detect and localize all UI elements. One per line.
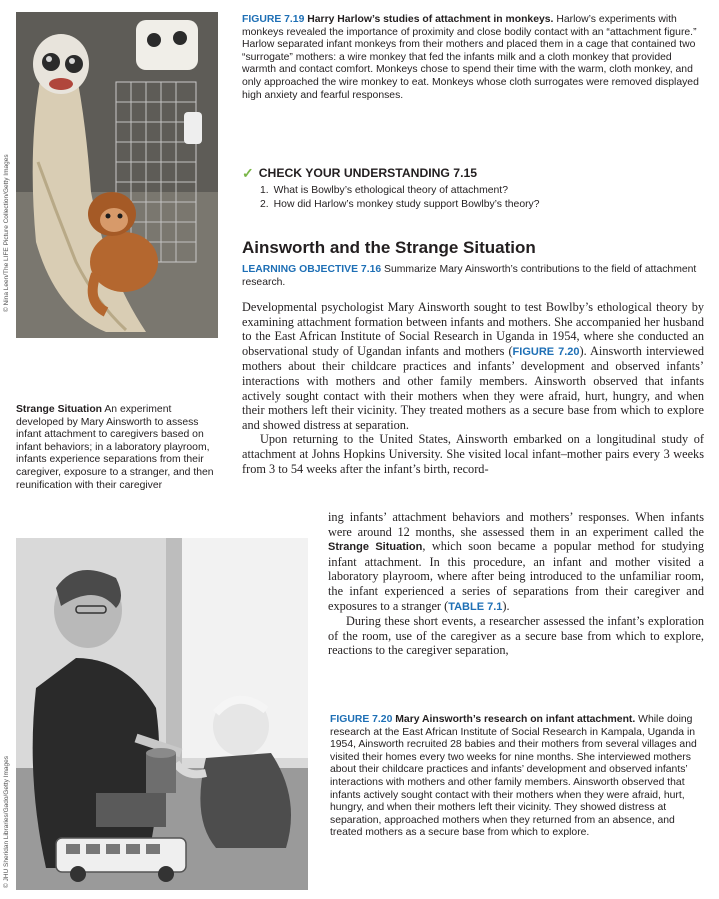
text-run: ). Ainsworth interviewed mothers about their childcare practices and infants’ development and observed infants’ interactions with mothers and other family members. Ainsworth observed that infants actively sought contact with their mothers when they were afraid, hurt, hungry, and when their mothers left their vicinity. They treated mothers as a secure base from which to explore and showed distress at separation.: [242, 343, 704, 432]
text-run: During these short events, a researcher assessed the infant’s exploration of the room, use of the caregiver as a secure base from which to explore, reactions to the caregiver separation,: [328, 614, 704, 658]
check-your-understanding-title: CHECK YOUR UNDERSTANDING 7.15: [258, 166, 478, 180]
figure-title: Mary Ainsworth’s research on infant attachment.: [395, 714, 636, 725]
learning-objective: [242, 264, 704, 289]
figure-label: FIGURE 7.20: [330, 714, 393, 725]
paragraph: [242, 300, 704, 432]
body-text-upper: [242, 300, 704, 476]
check-your-understanding: [242, 166, 702, 212]
key-term: Strange Situation: [328, 541, 423, 554]
question-text: How did Harlow’s monkey study support Bowlby’s theory?: [273, 199, 540, 210]
photo-credit: © Nina Leen/The LIFE Picture Collection/Getty Images: [3, 154, 10, 312]
text-run: , which soon became a popular method for studying infant attachment. In this procedure, an infant and mother visited a laboratory playroom, where after being introduced to the unfamiliar room, the infant experienced a series of separations from their caregiver and exposures to a stranger (: [328, 539, 705, 613]
text-run: Upon returning to the United States, Ainsworth embarked on a longitudinal study of attachment at Johns Hopkins University. She visited local infant–mother pairs every 3 weeks from 3 to 54 weeks after the infant’s birth, record-: [242, 432, 704, 476]
question-number: 2.: [260, 199, 269, 210]
section-title: Ainsworth and the Strange Situation: [242, 238, 536, 257]
text-run: Developmental psychologist Mary Ainsworth sought to test Bowlby’s ethological theory by examining attachment formation between infants and mothers. She accompanied her husband to the East African Institute of Social Research in Uganda in 1954, where she conducted an observational study of Ugandan infants and mothers (: [242, 300, 704, 358]
figure-link[interactable]: FIGURE 7.20: [512, 345, 580, 358]
question-text: What is Bowlby’s ethological theory of attachment?: [273, 185, 508, 196]
figure-7-19-photo: [16, 12, 218, 338]
figure-text: Harlow’s experiments with monkeys revealed the importance of proximity and close bodily contact with an “attachment figure.” Harlow separated infant monkeys from their mothers and placed them in a cage that contained two “surrogate” mothers: a wire monkey that fed the infants milk and a cloth monkey that provided warmth and contact comfort. Monkeys chose to spend their time with the warm, cloth monkey, and only approached the wire monkey to eat. Monkeys whose cloth surrogates were removed displayed high anxiety and fearful responses.: [242, 14, 699, 101]
question-number: 1.: [260, 185, 269, 196]
list-item: [260, 184, 702, 198]
paragraph: [328, 510, 704, 614]
figure-label: FIGURE 7.19: [242, 14, 305, 25]
table-link[interactable]: TABLE 7.1: [448, 600, 503, 613]
check-icon: ✓: [242, 165, 254, 181]
list-item: [260, 198, 702, 212]
learning-objective-text: Summarize Mary Ainsworth’s contributions to the field of attachment research.: [242, 264, 697, 288]
text-run: ing infants’ attachment behaviors and mothers’ responses. When infants were around 12 months, she assessed them in an experiment called the: [328, 510, 704, 539]
text-run: ).: [502, 598, 510, 613]
glossary-text: An experiment developed by Mary Ainsworth to assess infant attachment to caregivers based on infant behaviors; in a laboratory playroom, infants experience separations from their caregiver, exposure to a stranger, and then reunification with their caregiver: [16, 404, 214, 491]
paragraph: [328, 614, 704, 658]
question-list: [242, 184, 702, 212]
figure-7-20-caption: [330, 714, 702, 840]
figure-title: Harry Harlow’s studies of attachment in monkeys.: [307, 14, 554, 25]
figure-7-20-photo: [16, 538, 308, 890]
glossary-definition: [16, 404, 216, 492]
paragraph: [242, 432, 704, 476]
figure-7-19-caption: [242, 14, 700, 102]
body-text-lower: [328, 510, 704, 658]
glossary-term: Strange Situation: [16, 404, 103, 415]
figure-text: While doing research at the East African Institute of Social Research in Kampala, Uganda in 1954, Ainsworth recruited 28 babies and their mothers from several villages and visited their homes every two weeks for nine months. She interviewed mothers about their childcare practices and infants’ development and observed infants’ interactions with mothers and other family members. Ainsworth observed that infants actively sought contact with their mothers when they were afraid, hurt, hungry, and when their mothers left their vicinity. They showed distress at separation, approached mothers when they returned from an absence, and treated mothers as a secure base from which to explore.: [330, 714, 697, 839]
photo-credit: © JHU Sheridan Libraries/Gado/Getty Images: [3, 756, 10, 888]
check-your-understanding-heading: [242, 166, 702, 180]
learning-objective-label: LEARNING OBJECTIVE 7.16: [242, 264, 382, 275]
